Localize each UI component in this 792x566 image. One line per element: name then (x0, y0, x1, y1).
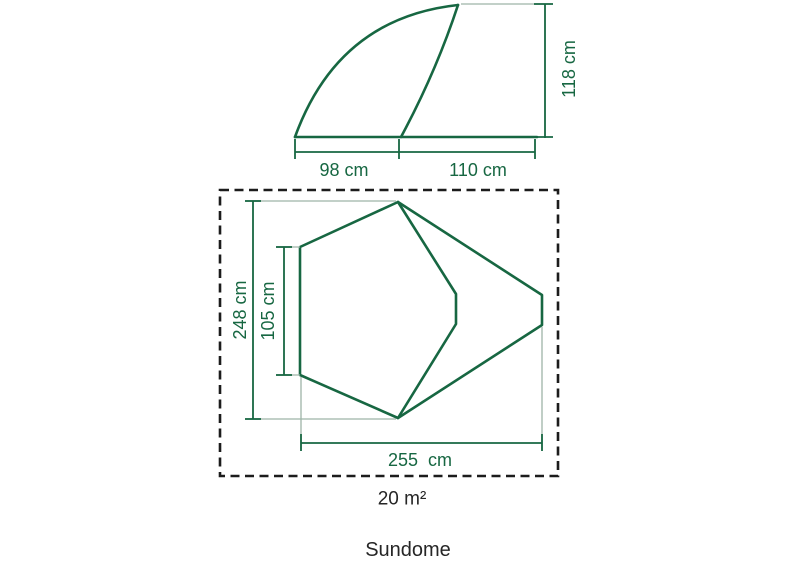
width-left-label: 98 cm (319, 160, 369, 180)
planwidth-dimension-label: 255 cm (387, 450, 453, 470)
width-right-label: 110 cm (449, 160, 507, 180)
floorplan-tent-body (300, 202, 456, 418)
height-dimension-label: 118 cm (559, 40, 579, 98)
side-view (295, 4, 579, 180)
side-view-door-pole-curve (401, 5, 458, 137)
floor-area-label: 20 m² (377, 488, 427, 510)
product-name-label: Sundome (365, 539, 451, 561)
inner-dimension-label: 105 cm (258, 281, 278, 341)
floor-plan (220, 190, 558, 476)
depth-dimension-label: 248 cm (230, 280, 250, 340)
